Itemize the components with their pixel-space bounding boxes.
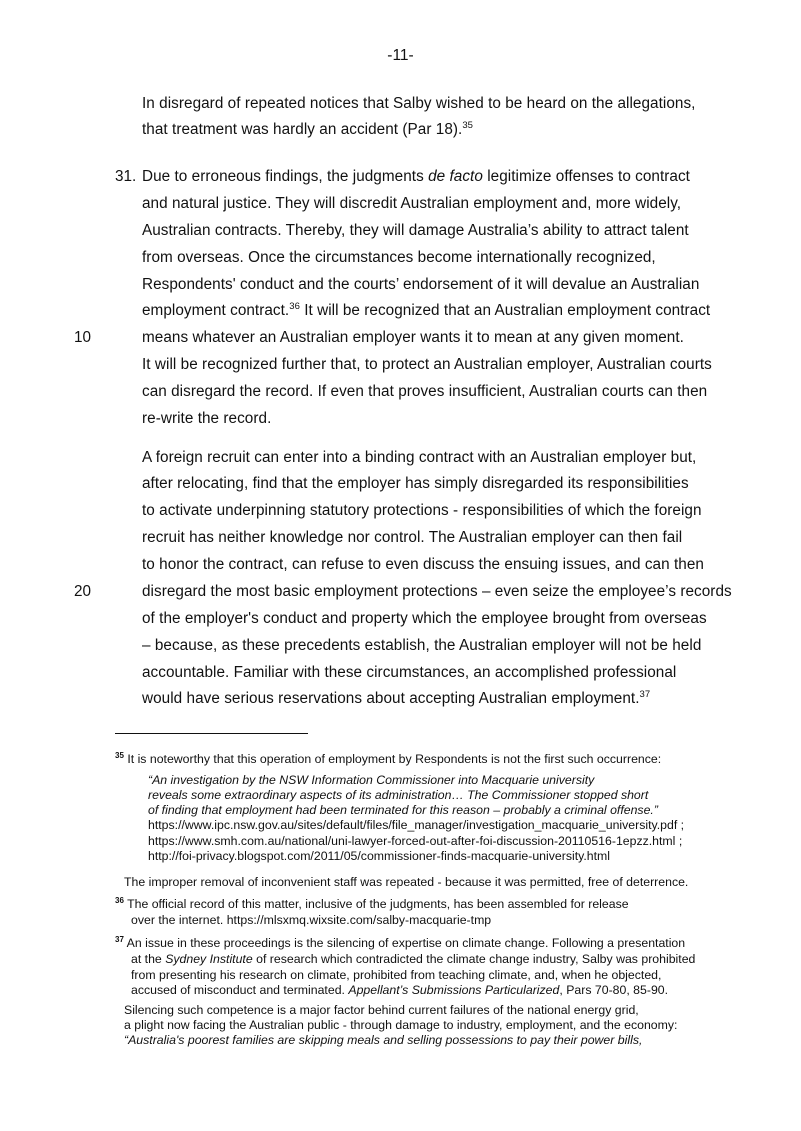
body-line: recruit has neither knowledge nor control. The Australian employer can then fail xyxy=(142,529,683,546)
body-line: disregard the most basic employment protections – even seize the employee’s records xyxy=(142,583,732,600)
body-line: to honor the contract, can refuse to even discuss the ensuing issues, and can then xyxy=(142,556,704,573)
footnote-text: Silencing such competence is a major factor behind current failures of the national energy grid, xyxy=(124,1003,639,1017)
body-line: It will be recognized further that, to protect an Australian employer, Australian courts xyxy=(142,356,712,373)
body-line: accountable. Familiar with these circumstances, an accomplished professional xyxy=(142,664,677,681)
footnote-url[interactable]: https://www.ipc.nsw.gov.au/sites/default/files/file_manager/investigation_macquarie_university.pdf ; xyxy=(148,818,685,832)
paragraph-number: 31. xyxy=(115,168,137,185)
body-line: A foreign recruit can enter into a binding contract with an Australian employer but, xyxy=(142,449,697,466)
body-line: from overseas. Once the circumstances become internationally recognized, xyxy=(142,249,656,266)
body-line: of the employer's conduct and property which the employee brought from overseas xyxy=(142,610,707,627)
footnote-quote-line: “Australia's poorest families are skipping meals and selling possessions to pay their power bills, xyxy=(124,1033,643,1047)
footnote-ref[interactable]: 37 xyxy=(639,688,651,700)
footnote-ref[interactable]: 35 xyxy=(462,119,474,131)
footnote-36: $^{36}$ The official record of this matter, inclusive of the judgments, has been assembled for release xyxy=(115,895,629,911)
footnote-text: from presenting his research on climate, prohibited from teaching climate, and, when he objected, xyxy=(131,968,662,982)
body-line: and natural justice. They will discredit Australian employment and, more widely, xyxy=(142,195,682,212)
footnote-35: $^{35}$ It is noteworthy that this operation of employment by Respondents is not the first such occurrence: xyxy=(115,750,662,766)
footnote-url[interactable]: http://foi-privacy.blogspot.com/2011/05/commissioner-finds-macquarie-university.html xyxy=(148,849,610,863)
footnote-text: a plight now facing the Australian public - through damage to industry, employment, and the economy: xyxy=(124,1018,678,1032)
footnote-text: at the Sydney Institute of research which contradicted the climate change industry, Salby was prohibited xyxy=(131,952,696,966)
line-number: 10 xyxy=(74,329,92,346)
footnote-quote-line: “An investigation by the NSW Information Commissioner into Macquarie university xyxy=(148,773,595,787)
body-line: Australian contracts. Thereby, they will damage Australia’s ability to attract talent xyxy=(142,222,689,239)
body-line: Respondents' conduct and the courts’ endorsement of it will devalue an Australian xyxy=(142,276,700,293)
footnote-37: $^{37}$ An issue in these proceedings is the silencing of expertise on climate change. Following a presentation xyxy=(115,934,686,950)
body-line: Due to erroneous findings, the judgments de facto legitimize offenses to contract xyxy=(142,168,690,185)
footnote-ref[interactable]: 36 xyxy=(289,300,300,312)
footnote-quote-line: reveals some extraordinary aspects of its administration… The Commissioner stopped short xyxy=(148,788,649,802)
body-line: re-write the record. xyxy=(142,410,272,427)
body-line: employment contract.$^{36}$ It will be recognized that an Australian employment contract xyxy=(142,300,711,319)
line-number: 20 xyxy=(74,583,92,600)
body-line: – because, as these precedents establish, the Australian employer will not be held xyxy=(142,637,702,654)
body-line: In disregard of repeated notices that Salby wished to be heard on the allegations, xyxy=(142,95,696,112)
footnote-text: The improper removal of inconvenient staff was repeated - because it was permitted, free of deterrence. xyxy=(124,875,689,889)
body-line: means whatever an Australian employer wants it to mean at any given moment. xyxy=(142,329,684,346)
body-line: can disregard the record. If even that proves insufficient, Australian courts can then xyxy=(142,383,708,400)
body-line: would have serious reservations about accepting Australian employment.$^{37}$ xyxy=(142,688,651,707)
footnote-url[interactable]: https://www.smh.com.au/national/uni-lawyer-forced-out-after-foi-discussion-20110516-1epzz.html ; xyxy=(148,834,683,848)
footnote-text: accused of misconduct and terminated. Appellant’s Submissions Particularized, Pars 70-80, 85-90. xyxy=(131,983,669,997)
footnote-separator xyxy=(115,733,308,734)
body-line: after relocating, find that the employer has simply disregarded its responsibilities xyxy=(142,475,689,492)
page-number: -11- xyxy=(387,47,414,64)
footnote-quote-line: of finding that employment had been terminated for this reason – probably a criminal offense.” xyxy=(148,803,658,817)
body-line: to activate underpinning statutory protections - responsibilities of which the foreign xyxy=(142,502,702,519)
footnote-text: over the internet. https://mlsxmq.wixsite.com/salby-macquarie-tmp xyxy=(131,913,492,927)
body-line: that treatment was hardly an accident (Par 18).$^{35}$ xyxy=(142,119,474,138)
